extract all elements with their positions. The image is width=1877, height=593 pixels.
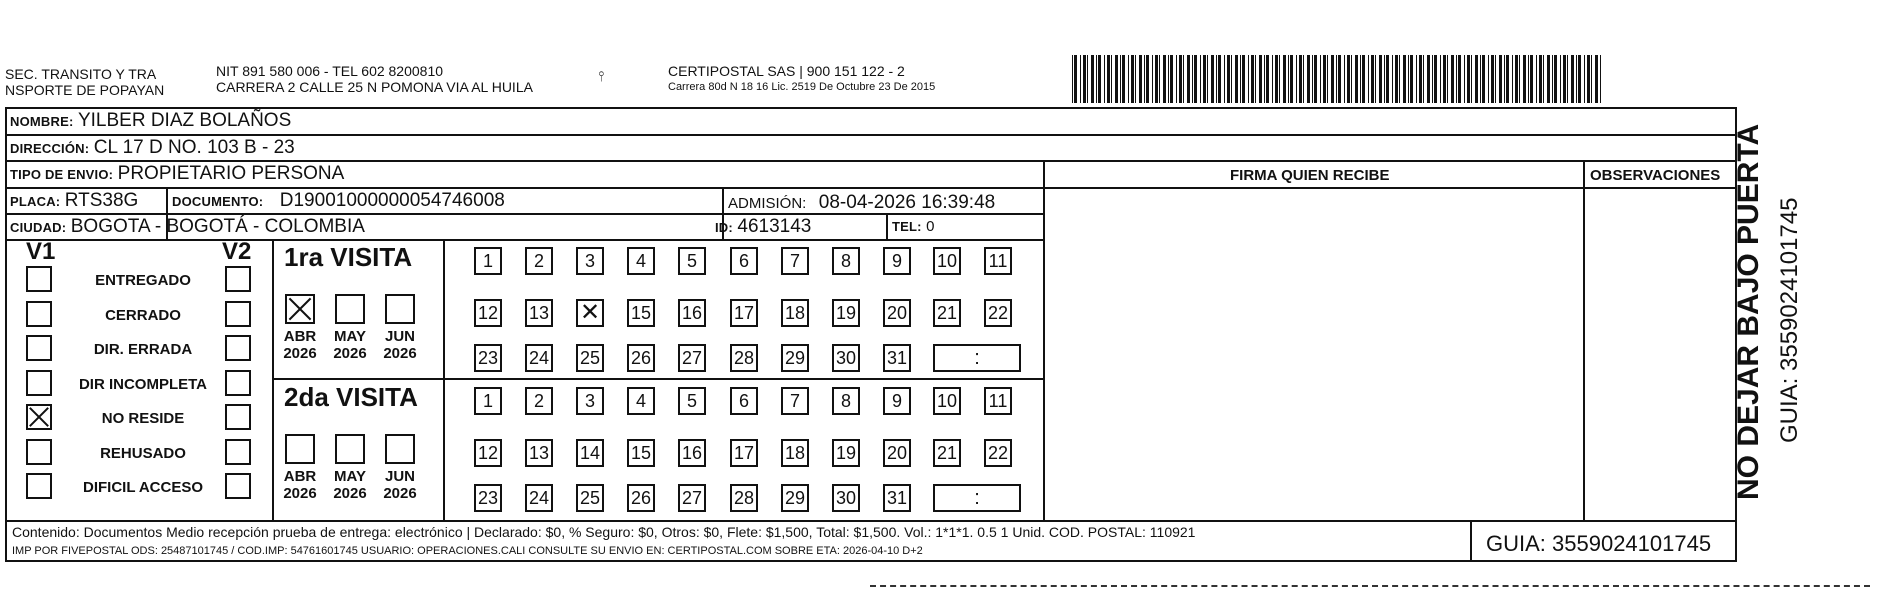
v2-checkbox[interactable] [225, 370, 251, 396]
barcode-bar [1591, 55, 1592, 103]
barcode-bar [1539, 55, 1542, 103]
barcode-bar [1279, 55, 1280, 103]
month-checkbox[interactable] [385, 434, 415, 464]
barcode-bar [1336, 55, 1337, 103]
license-line: Carrera 80d N 18 16 Lic. 2519 De Octubre 23 De 2015 [668, 81, 936, 93]
barcode-bar [1187, 55, 1190, 103]
barcode-bar [1456, 55, 1457, 103]
month-year: 2026 [333, 345, 367, 362]
barcode-bar [1179, 55, 1182, 103]
day-17-checkbox[interactable]: 17 [730, 439, 758, 467]
day-9-checkbox[interactable]: 9 [883, 387, 911, 415]
day-14-checkbox[interactable]: 14 [576, 439, 604, 467]
barcode-bar [1338, 55, 1341, 103]
barcode-bar [1423, 55, 1424, 103]
day-15-checkbox[interactable]: 15 [627, 299, 655, 327]
barcode-bar [1327, 55, 1328, 103]
barcode-bar [1360, 55, 1361, 103]
barcode-bar [1194, 55, 1197, 103]
month-checkbox[interactable] [335, 294, 365, 324]
v1-label: V1 [26, 238, 56, 265]
v2-checkbox[interactable] [225, 439, 251, 465]
nit-line: NIT 891 580 006 - TEL 602 8200810 [216, 63, 444, 79]
day-8-checkbox[interactable]: 8 [832, 247, 860, 275]
barcode-bar [1506, 55, 1509, 103]
barcode-bar [1216, 55, 1217, 103]
id-cell [715, 216, 811, 238]
day-10-checkbox[interactable]: 10 [933, 247, 961, 275]
visit-time-box[interactable]: : [933, 344, 1021, 372]
status-label: ENTREGADO [95, 272, 191, 289]
day-24-checkbox[interactable]: 24 [525, 484, 553, 512]
day-15-checkbox[interactable]: 15 [627, 439, 655, 467]
barcode-bar [1080, 55, 1081, 103]
day-27-checkbox[interactable]: 27 [678, 344, 706, 372]
admision-cell [728, 192, 995, 214]
month-name: MAY [334, 468, 366, 485]
barcode-bar [1072, 55, 1073, 103]
sender-line-2: NSPORTE DE POPAYAN [5, 82, 165, 98]
no-dejar-bajo-puerta: NO DEJAR BAJO PUERTA [1732, 123, 1765, 500]
day-16-checkbox[interactable]: 16 [678, 439, 706, 467]
month-year: 2026 [283, 485, 317, 502]
status-label: CERRADO [105, 306, 181, 324]
barcode-bar [1571, 55, 1574, 103]
sender-line-1: SEC. TRANSITO Y TRA [5, 66, 157, 82]
month-year: 2026 [333, 485, 367, 502]
barcode-bar [1176, 55, 1177, 103]
barcode-bar [1392, 55, 1393, 103]
month-year: 2026 [383, 485, 417, 502]
barcode-bar [1307, 55, 1310, 103]
month-checkbox[interactable] [385, 294, 415, 324]
barcode-bar [1192, 55, 1193, 103]
day-21-checkbox[interactable]: 21 [933, 439, 961, 467]
barcode-bar [1152, 55, 1153, 103]
v1-checkbox[interactable] [26, 266, 52, 292]
day-5-checkbox[interactable]: 5 [678, 387, 706, 415]
barcode-bar [1074, 55, 1077, 103]
barcode-bar [1131, 55, 1134, 103]
tel-cell [892, 218, 934, 236]
day-28-checkbox[interactable]: 28 [730, 344, 758, 372]
day-7-checkbox[interactable]: 7 [781, 247, 809, 275]
barcode-bar [1128, 55, 1129, 103]
barcode-bar [1491, 55, 1494, 103]
contenido-line: Contenido: Documentos Medio recepción prueba de entrega: electrónico | Declarado: $0, % Seguro: $0, Otros: $0, Flete: $1,500, Total: $1,500. Vol.: 1*1*1. 0.5 1 Unid. COD. POSTAL: 110921 [12, 524, 1196, 540]
admision-label: ADMISIÓN: [728, 195, 807, 212]
barcode-bar [1242, 55, 1245, 103]
barcode-bar [1083, 55, 1086, 103]
day-31-checkbox[interactable]: 31 [883, 344, 911, 372]
barcode-bar [1362, 55, 1365, 103]
placa-cell [10, 190, 138, 212]
day-13-checkbox[interactable]: 13 [525, 439, 553, 467]
barcode-bar [1170, 55, 1173, 103]
barcode-bar [1264, 55, 1265, 103]
day-24-checkbox[interactable]: 24 [525, 344, 553, 372]
barcode-bar [1183, 55, 1184, 103]
day-6-checkbox[interactable]: 6 [730, 387, 758, 415]
v1-checkbox[interactable] [26, 301, 52, 327]
day-10-checkbox[interactable]: 10 [933, 387, 961, 415]
direccion-row [10, 137, 295, 159]
barcode-bar [1515, 55, 1518, 103]
day-7-checkbox[interactable]: 7 [781, 387, 809, 415]
day-31-checkbox[interactable]: 31 [883, 484, 911, 512]
day-29-checkbox[interactable]: 29 [781, 344, 809, 372]
barcode-bar [1543, 55, 1544, 103]
barcode-bar [1386, 55, 1389, 103]
v2-checkbox[interactable] [225, 266, 251, 292]
v2-checkbox[interactable] [225, 301, 251, 327]
barcode-bar [1467, 55, 1470, 103]
day-12-checkbox[interactable]: 12 [474, 299, 502, 327]
barcode-bar [1499, 55, 1502, 103]
barcode-bar [1563, 55, 1566, 103]
barcode-bar [1087, 55, 1088, 103]
barcode-bar [1495, 55, 1496, 103]
barcode-bar [1440, 55, 1441, 103]
month-label [378, 328, 422, 362]
barcode-bar [1523, 55, 1526, 103]
barcode-bar [1115, 55, 1118, 103]
day-25-checkbox[interactable]: 25 [576, 344, 604, 372]
barcode-bar [1427, 55, 1430, 103]
barcode-bar [1303, 55, 1304, 103]
nit-block [216, 63, 533, 95]
v2-label: V2 [222, 238, 252, 265]
barcode-bar [1384, 55, 1385, 103]
barcode-bar [1480, 55, 1481, 103]
observaciones-label: OBSERVACIONES [1590, 167, 1721, 184]
barcode-bar [1554, 55, 1557, 103]
day-26-checkbox[interactable]: 26 [627, 484, 655, 512]
barcode-bar [1528, 55, 1529, 103]
day-16-checkbox[interactable]: 16 [678, 299, 706, 327]
barcode-bar [1107, 55, 1110, 103]
barcode-bar [1266, 55, 1269, 103]
barcode-bar [1530, 55, 1533, 103]
barcode-bar [1399, 55, 1400, 103]
nombre-value: YILBER DIAZ BOLAÑOS [77, 110, 292, 131]
month-name: ABR [283, 468, 317, 485]
barcode-bar [1371, 55, 1374, 103]
barcode-bar [1224, 55, 1225, 103]
barcode-bar [1519, 55, 1520, 103]
barcode-bar [1155, 55, 1158, 103]
documento-cell [172, 190, 505, 212]
barcode-bar [1231, 55, 1232, 103]
barcode-bar [1288, 55, 1289, 103]
day-8-checkbox[interactable]: 8 [832, 387, 860, 415]
barcode-bar [1584, 55, 1585, 103]
day-18-checkbox[interactable]: 18 [781, 439, 809, 467]
barcode-bar [1146, 55, 1149, 103]
admision-value: 08-04-2026 16:39:48 [818, 192, 996, 213]
barcode-bar [1207, 55, 1208, 103]
barcode-bar [1275, 55, 1278, 103]
month-name: MAY [334, 328, 366, 345]
month-label [378, 468, 422, 502]
barcode-bar [1471, 55, 1472, 103]
barcode-bar [1410, 55, 1413, 103]
id-label: ID: [715, 220, 733, 235]
barcode-bar [1098, 55, 1101, 103]
day-20-checkbox[interactable]: 20 [883, 439, 911, 467]
placa-label: PLACA: [10, 194, 61, 209]
day-5-checkbox[interactable]: 5 [678, 247, 706, 275]
placa-value: RTS38G [64, 190, 139, 211]
day-4-checkbox[interactable]: 4 [627, 247, 655, 275]
bottom-dashed-line [870, 585, 1870, 587]
day-19-checkbox[interactable]: 19 [832, 299, 860, 327]
v1-checkbox[interactable] [26, 335, 52, 361]
barcode-bar [1283, 55, 1286, 103]
barcode-bar [1272, 55, 1273, 103]
day-30-checkbox[interactable]: 30 [832, 484, 860, 512]
day-1-checkbox[interactable]: 1 [474, 387, 502, 415]
status-label: NO RESIDE [101, 410, 185, 427]
month-label [278, 468, 322, 502]
barcode-bar [1255, 55, 1256, 103]
barcode-bar [1251, 55, 1254, 103]
barcode-bar [1547, 55, 1550, 103]
month-label [278, 328, 322, 362]
barcode-bar [1104, 55, 1105, 103]
firma-label: FIRMA QUIEN RECIBE [1230, 167, 1390, 184]
barcode-bar [1259, 55, 1262, 103]
barcode-bar [1168, 55, 1169, 103]
tel-label: TEL: [892, 219, 922, 234]
pin-icon: ⫯ [598, 68, 605, 84]
barcode-bar [1595, 55, 1598, 103]
day-22-checkbox[interactable]: 22 [984, 299, 1012, 327]
barcode-bar [1211, 55, 1214, 103]
month-checkbox[interactable] [285, 294, 315, 324]
id-value: 4613143 [737, 216, 812, 237]
tipo-row [10, 163, 344, 185]
barcode-bar [1331, 55, 1334, 103]
barcode-bar [1368, 55, 1369, 103]
day-18-checkbox[interactable]: 18 [781, 299, 809, 327]
day-2-checkbox[interactable]: 2 [525, 387, 553, 415]
barcode-bar [1351, 55, 1352, 103]
month-year: 2026 [383, 345, 417, 362]
day-23-checkbox[interactable]: 23 [474, 344, 502, 372]
status-label: DIR INCOMPLETA [78, 375, 208, 393]
day-17-checkbox[interactable]: 17 [730, 299, 758, 327]
barcode-bar [1299, 55, 1302, 103]
documento-label: DOCUMENTO: [172, 194, 264, 209]
barcode-bar [1403, 55, 1406, 103]
guia-box-text: GUIA: 3559024101745 [1486, 531, 1712, 556]
month-name: ABR [283, 328, 317, 345]
barcode-bar [1504, 55, 1505, 103]
barcode-bar [1159, 55, 1160, 103]
barcode-bar [1296, 55, 1297, 103]
tel-value: 0 [926, 218, 935, 235]
day-26-checkbox[interactable]: 26 [627, 344, 655, 372]
barcode-bar [1312, 55, 1313, 103]
sender-block [5, 66, 164, 98]
barcode-bar [1091, 55, 1094, 103]
barcode-bar [1458, 55, 1461, 103]
day-3-checkbox[interactable]: 3 [576, 247, 604, 275]
day-14-checkbox[interactable] [576, 299, 604, 327]
tipo-value: PROPIETARIO PERSONA [117, 163, 345, 184]
visit-title: 1ra VISITA [284, 242, 413, 272]
barcode-bar [1347, 55, 1350, 103]
barcode-bar [1475, 55, 1478, 103]
barcode-bar [1240, 55, 1241, 103]
barcode-bar [1235, 55, 1238, 103]
company-block [668, 63, 935, 95]
direccion-value: CL 17 D NO. 103 B - 23 [93, 137, 295, 158]
barcode-bar [1434, 55, 1437, 103]
day-2-checkbox[interactable]: 2 [525, 247, 553, 275]
barcode-bar [1379, 55, 1382, 103]
day-11-checkbox[interactable]: 11 [984, 247, 1012, 275]
month-year: 2026 [283, 345, 317, 362]
v2-checkbox[interactable] [225, 473, 251, 499]
barcode-bar [1587, 55, 1590, 103]
barcode-bar [1408, 55, 1409, 103]
status-label: DIFICIL ACCESO [82, 479, 203, 496]
day-19-checkbox[interactable]: 19 [832, 439, 860, 467]
ciudad-value: BOGOTA - BOGOTÁ - COLOMBIA [70, 216, 365, 237]
barcode-bar [1139, 55, 1142, 103]
barcode-bar [1395, 55, 1398, 103]
day-12-checkbox[interactable]: 12 [474, 439, 502, 467]
company-line: CERTIPOSTAL SAS | 900 151 122 - 2 [668, 63, 905, 79]
month-checkbox[interactable] [335, 434, 365, 464]
documento-value: D19001000000054746008 [279, 190, 505, 211]
barcode-bar [1218, 55, 1221, 103]
barcode-bar [1552, 55, 1553, 103]
barcode-bar [1314, 55, 1317, 103]
day-28-checkbox[interactable]: 28 [730, 484, 758, 512]
barcode [1072, 55, 1604, 103]
barcode-bar [1203, 55, 1206, 103]
day-20-checkbox[interactable]: 20 [883, 299, 911, 327]
month-checkbox[interactable] [285, 434, 315, 464]
barcode-bar [1560, 55, 1561, 103]
day-30-checkbox[interactable]: 30 [832, 344, 860, 372]
barcode-bar [1375, 55, 1376, 103]
barcode-bar [1111, 55, 1112, 103]
barcode-bar [1464, 55, 1465, 103]
barcode-bar [1248, 55, 1249, 103]
barcode-bar [1576, 55, 1577, 103]
day-1-checkbox[interactable]: 1 [474, 247, 502, 275]
nombre-label: NOMBRE: [10, 114, 74, 129]
day-29-checkbox[interactable]: 29 [781, 484, 809, 512]
nombre-row [10, 110, 291, 132]
side-guia: GUIA: 3559024101745 [1776, 197, 1803, 443]
barcode-bar [1144, 55, 1145, 103]
ciudad-label: CIUDAD: [10, 220, 67, 235]
barcode-bar [1536, 55, 1537, 103]
barcode-bar [1320, 55, 1321, 103]
barcode-bar [1290, 55, 1293, 103]
day-4-checkbox[interactable]: 4 [627, 387, 655, 415]
barcode-bar [1163, 55, 1166, 103]
day-21-checkbox[interactable]: 21 [933, 299, 961, 327]
day-9-checkbox[interactable]: 9 [883, 247, 911, 275]
v1-checkbox[interactable] [26, 404, 52, 430]
barcode-bar [1432, 55, 1433, 103]
barcode-bar [1578, 55, 1581, 103]
v1-checkbox[interactable] [26, 370, 52, 396]
barcode-bar [1200, 55, 1201, 103]
v1-checkbox[interactable] [26, 473, 52, 499]
day-23-checkbox[interactable]: 23 [474, 484, 502, 512]
direccion-label: DIRECCIÓN: [10, 141, 90, 156]
barcode-bar [1451, 55, 1454, 103]
barcode-bar [1122, 55, 1125, 103]
month-name: JUN [384, 468, 415, 485]
visit-title: 2da VISITA [284, 382, 418, 412]
barcode-bar [1227, 55, 1230, 103]
barcode-bar [1567, 55, 1568, 103]
day-25-checkbox[interactable]: 25 [576, 484, 604, 512]
month-name: JUN [384, 328, 415, 345]
barcode-bar [1482, 55, 1485, 103]
barcode-bar [1600, 55, 1601, 103]
status-label: DIR. ERRADA [93, 341, 193, 358]
day-13-checkbox[interactable]: 13 [525, 299, 553, 327]
day-11-checkbox[interactable]: 11 [984, 387, 1012, 415]
month-label [328, 468, 372, 502]
day-6-checkbox[interactable]: 6 [730, 247, 758, 275]
barcode-bar [1135, 55, 1136, 103]
barcode-bar [1488, 55, 1489, 103]
address-line: CARRERA 2 CALLE 25 N POMONA VIA AL HUILA [216, 79, 533, 95]
day-3-checkbox[interactable]: 3 [576, 387, 604, 415]
ciudad-cell [10, 216, 365, 238]
barcode-bar [1443, 55, 1446, 103]
month-label [328, 328, 372, 362]
v2-checkbox[interactable] [225, 404, 251, 430]
barcode-bar [1419, 55, 1422, 103]
v2-checkbox[interactable] [225, 335, 251, 361]
tipo-label: TIPO DE ENVIO: [10, 167, 114, 182]
v1-checkbox[interactable] [26, 439, 52, 465]
day-22-checkbox[interactable]: 22 [984, 439, 1012, 467]
barcode-bar [1323, 55, 1326, 103]
status-label: REHUSADO [100, 444, 186, 462]
imp-line: IMP POR FIVEPOSTAL ODS: 25487101745 / COD.IMP: 54761601745 USUARIO: OPERACIONES.CALI CONSULTE SU ENVIO EN: CERTIPOSTAL.COM SOBRE ETA: 2026-04-10 D+2 [12, 545, 923, 557]
barcode-bar [1447, 55, 1448, 103]
barcode-bar [1355, 55, 1358, 103]
barcode-bar [1344, 55, 1345, 103]
day-27-checkbox[interactable]: 27 [678, 484, 706, 512]
visit-time-box[interactable]: : [933, 484, 1021, 512]
barcode-bar [1096, 55, 1097, 103]
barcode-bar [1512, 55, 1513, 103]
barcode-bar [1416, 55, 1417, 103]
barcode-bar [1120, 55, 1121, 103]
